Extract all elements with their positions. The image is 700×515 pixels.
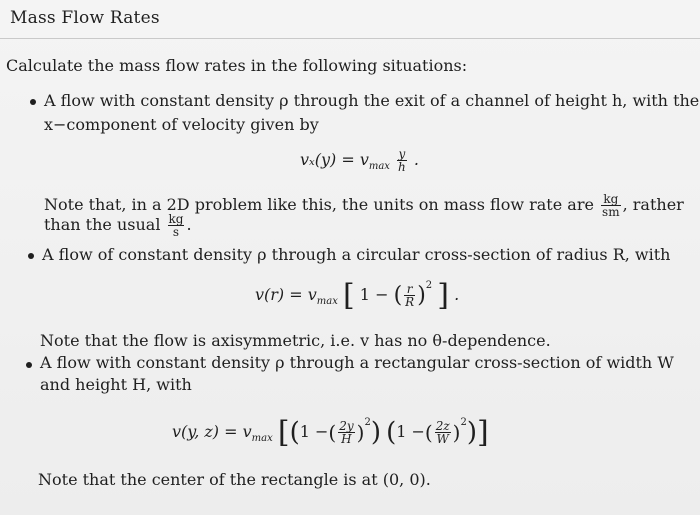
eq2-sub: max xyxy=(316,296,338,308)
eq3-one-b: 1 − xyxy=(396,422,425,441)
eq3-paren-b-close: ) xyxy=(452,420,461,445)
bullet-3-line1: A flow with constant density ρ through a rectangular cross-section of width W xyxy=(40,353,674,372)
bullet-2-line1: A flow of constant density ρ through a circular cross-section of radius R, with xyxy=(42,245,671,264)
bullet-1-note-line2: than the usual $\frac{kg}{s}$ . xyxy=(44,212,192,239)
note2-units-den: s xyxy=(172,225,180,239)
eq2-paren-close: ) xyxy=(417,283,426,308)
eq2-one: 1 − xyxy=(359,285,389,304)
note2-units-fraction xyxy=(168,213,185,238)
eq3-fraction-a xyxy=(338,420,354,445)
note1-units-fraction xyxy=(601,193,621,218)
eq3-left: v(y, z) = v xyxy=(172,422,252,441)
eq3-paren-a-open: ( xyxy=(328,420,337,445)
eq3-outer-paren-a-close: ) xyxy=(370,417,381,448)
note2-a: than the usual xyxy=(44,215,161,234)
eq3-one-a: 1 − xyxy=(299,422,329,441)
eq1-den: h xyxy=(398,160,406,174)
bullet-3-line2: and height H, with xyxy=(40,375,192,394)
bullet-3-note: Note that the center of the rectangle is at (0, 0). xyxy=(38,470,431,489)
bullet-1-marker xyxy=(30,99,36,105)
bullet-1-line1: A flow with constant density ρ through the exit of a channel of height h, with the xyxy=(44,91,700,110)
eq3-outer-paren-a-open: ( xyxy=(289,417,300,448)
intro-text: Calculate the mass flow rates in the following situations: xyxy=(6,56,468,75)
page-title: Mass Flow Rates xyxy=(10,8,160,28)
eq3-num-a: 2y xyxy=(339,419,354,433)
eq3-outer-paren-b-open: ( xyxy=(386,417,397,448)
note1-b: , rather xyxy=(622,195,684,214)
eq3-den-a: H xyxy=(341,432,352,446)
bullet-3-marker xyxy=(26,362,32,368)
bullet-3-equation xyxy=(172,415,489,450)
eq3-sub: max xyxy=(251,433,273,445)
eq3-fraction-b xyxy=(435,420,451,445)
eq3-paren-b-open: ( xyxy=(424,420,433,445)
bullet-1-equation: $v_x(y) = v_{max}$ $\frac{y}{h}$ . xyxy=(300,147,419,174)
eq3-bracket-close: ] xyxy=(477,415,489,450)
eq2-bracket-open: [ xyxy=(342,278,355,313)
eq1-fraction xyxy=(397,148,407,173)
eq2-den: R xyxy=(405,295,415,309)
eq2-fraction xyxy=(404,283,415,308)
eq3-num-b: 2z xyxy=(435,419,450,433)
eq2-paren-open: ( xyxy=(393,283,403,308)
eq1-num: y xyxy=(398,147,406,161)
eq2-power: 2 xyxy=(425,280,433,291)
eq2-bracket-close: ] xyxy=(437,278,449,313)
bullet-1-line2: x−component of velocity given by xyxy=(44,115,319,134)
eq3-den-b: W xyxy=(436,432,449,446)
note1-a: Note that, in a 2D problem like this, the units on mass flow rate are xyxy=(44,195,594,214)
eq3-outer-paren-b-close: ) xyxy=(466,417,478,448)
bullet-2-equation: $v(r) = v_{max}$ [ 1 − ( $\frac{r}{R}$ )$^2$ ] . xyxy=(255,278,460,313)
bullet-2-marker xyxy=(28,253,34,259)
eq2-num: r xyxy=(404,283,415,296)
eq1-sub: max xyxy=(368,161,390,173)
bullet-2-note: Note that the flow is axisymmetric, i.e. v has no θ-dependence. xyxy=(40,331,551,350)
eq3-paren-a-close: ) xyxy=(356,420,365,445)
note2-units-num: kg xyxy=(168,212,184,226)
note1-units-num: kg xyxy=(601,193,621,206)
eq3-bracket-open: [ xyxy=(277,415,290,450)
title-divider xyxy=(0,38,700,39)
eq1-left: vₓ(y) = v xyxy=(300,150,369,169)
eq2-left: v(r) = v xyxy=(255,285,317,304)
eq3-power-b: 2 xyxy=(460,417,467,428)
eq3-power-a: 2 xyxy=(364,417,371,428)
note1-units-den: sm xyxy=(602,205,620,219)
